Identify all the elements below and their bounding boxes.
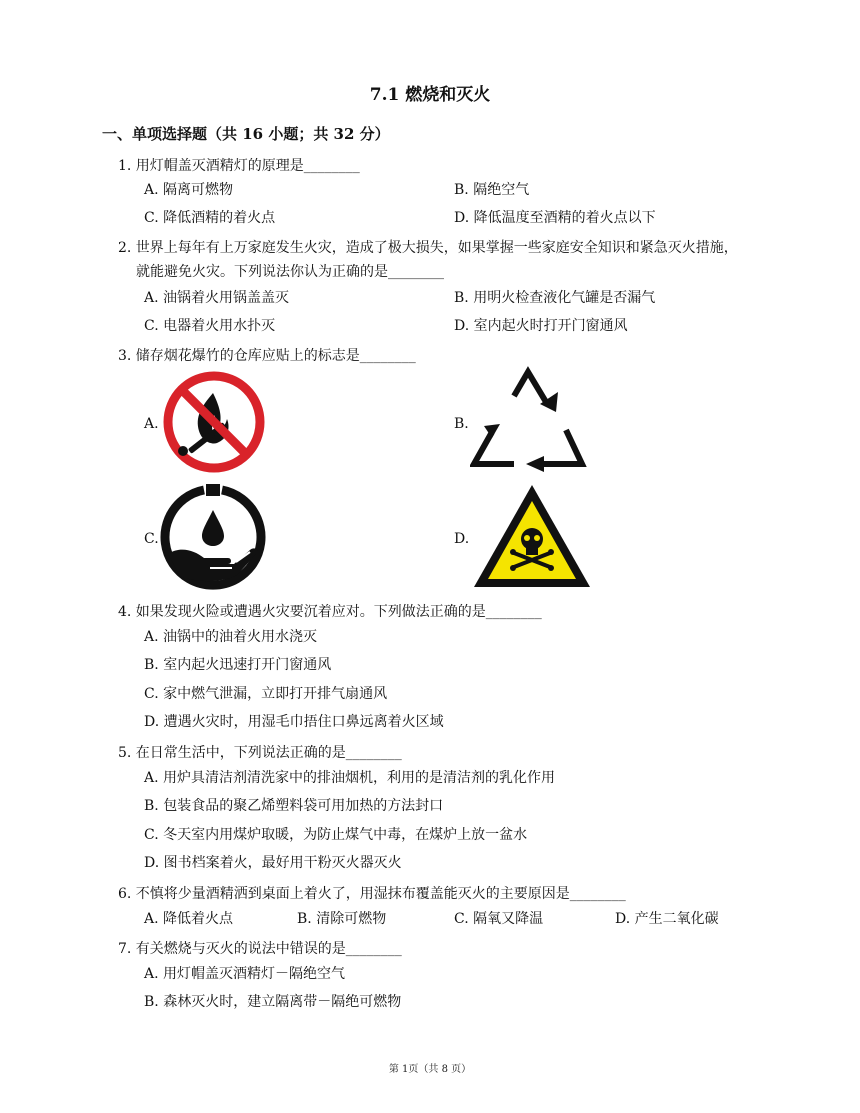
q1-option-a[interactable]: A. 隔离可燃物 [144,182,234,198]
q3-option-c[interactable]: C. [144,531,159,547]
q4-option-c[interactable]: C. 家中燃气泄漏，立即打开排气扇通风 [144,686,388,702]
section-heading: 一、单项选择题（共 16 小题；共 32 分） [102,125,390,143]
no-fire-sign-icon [161,369,267,475]
page-title: 7.1 燃烧和灭火 [369,85,491,105]
q5-option-a[interactable]: A. 用炉具清洁剂清洗家中的排油烟机，利用的是清洁剂的乳化作用 [144,770,556,786]
q1-option-b[interactable]: B. 隔绝空气 [454,182,530,198]
question-3-stem: 3. 储存烟花爆竹的仓库应贴上的标志是________ [118,348,416,364]
q6-option-c[interactable]: C. 隔氧又降温 [454,911,544,927]
q4-option-a[interactable]: A. 油锅中的油着火用水浇灭 [144,629,318,645]
q3-option-a[interactable]: A. [144,416,159,432]
q3-option-b[interactable]: B. [454,416,469,432]
q7-option-b[interactable]: B. 森林灭火时，建立隔离带－隔绝可燃物 [144,994,402,1010]
q1-option-c[interactable]: C. 降低酒精的着火点 [144,210,276,226]
question-7-stem: 7. 有关燃烧与灭火的说法中错误的是________ [118,941,402,957]
q6-option-d[interactable]: D. 产生二氧化碳 [615,911,719,927]
q3-option-d[interactable]: D. [454,531,470,547]
q4-option-d[interactable]: D. 遭遇火灾时，用湿毛巾捂住口鼻远离着火区域 [144,714,444,730]
question-5-stem: 5. 在日常生活中，下列说法正确的是________ [118,745,402,761]
question-2-stem-line2: 就能避免火灾。下列说法你认为正确的是________ [136,264,444,280]
page-footer: 第 1页（共 8 页） [388,1064,472,1075]
q6-option-b[interactable]: B. 清除可燃物 [297,911,387,927]
q7-option-a[interactable]: A. 用灯帽盖灭酒精灯－隔绝空气 [144,966,346,982]
question-6-stem: 6. 不慎将少量酒精洒到桌面上着火了，用湿抹布覆盖能灭火的主要原因是________ [118,886,626,902]
q6-option-a[interactable]: A. 降低着火点 [144,911,234,927]
q2-option-c[interactable]: C. 电器着火用水扑灭 [144,318,276,334]
q5-option-c[interactable]: C. 冬天室内用煤炉取暖，为防止煤气中毒，在煤炉上放一盆水 [144,827,528,843]
q2-option-b[interactable]: B. 用明火检查液化气罐是否漏气 [454,290,656,306]
q5-option-d[interactable]: D. 图书档案着火，最好用干粉灭火器灭火 [144,855,402,871]
question-2-stem-line1: 2. 世界上每年有上万家庭发生火灾，造成了极大损失，如果掌握一些家庭安全知识和紧急灭火措施， [118,240,738,256]
q5-option-b[interactable]: B. 包装食品的聚乙烯塑料袋可用加热的方法封口 [144,798,444,814]
q1-option-d[interactable]: D. 降低温度至酒精的着火点以下 [454,210,656,226]
question-1-stem: 1. 用灯帽盖灭酒精灯的原理是________ [118,158,360,174]
recycle-sign-icon [470,366,588,474]
q2-option-d[interactable]: D. 室内起火时打开门窗通风 [454,318,628,334]
toxic-warning-sign-icon [470,481,594,591]
question-4-stem: 4. 如果发现火险或遭遇火灾要沉着应对。下列做法正确的是________ [118,604,542,620]
q4-option-b[interactable]: B. 室内起火迅速打开门窗通风 [144,657,332,673]
water-saving-sign-icon [158,484,268,590]
q2-option-a[interactable]: A. 油锅着火用锅盖盖灭 [144,290,290,306]
